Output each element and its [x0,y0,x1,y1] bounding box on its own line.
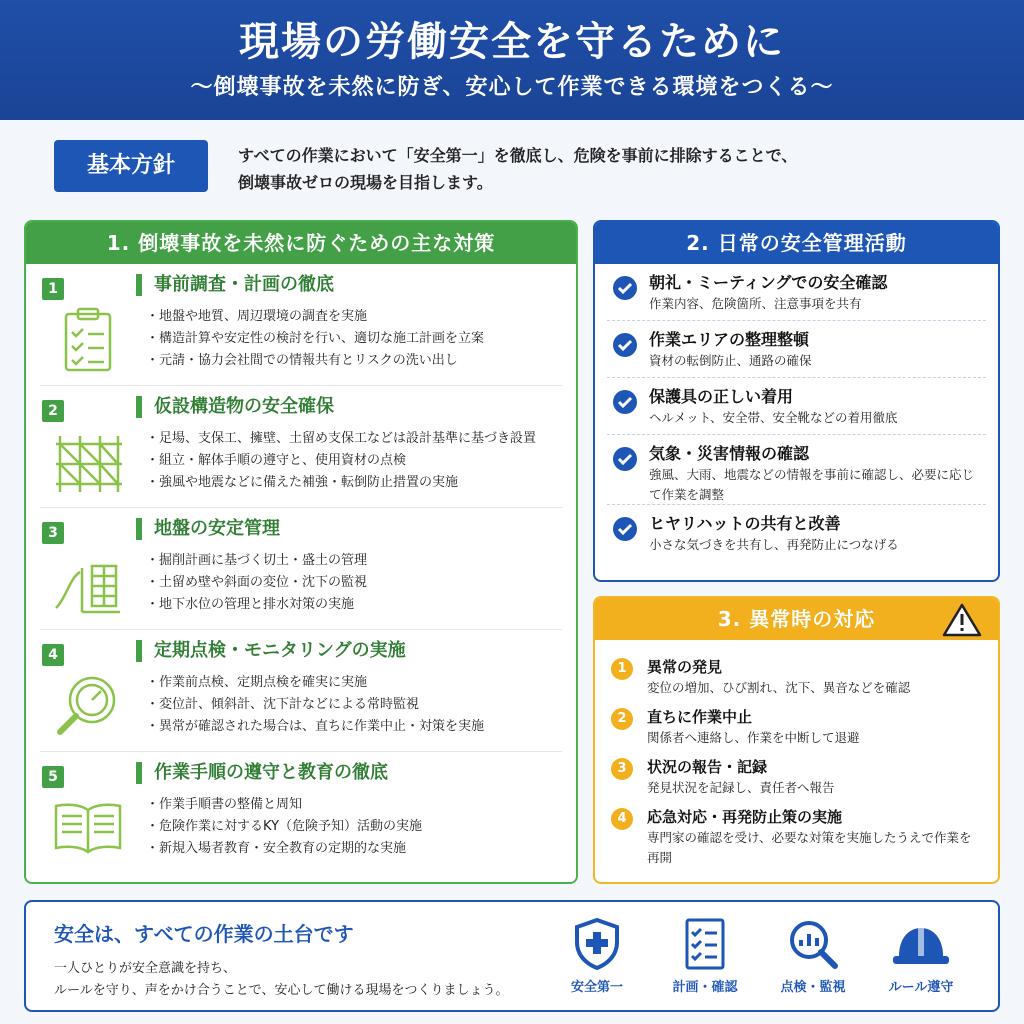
emergency-item [607,698,986,748]
daily-desc: 小さな気づきを共有し、再発防止につなげる [649,537,899,552]
measure-point: ・ 作業前点検、定期点検を確実に実施 [146,672,484,694]
measure-number: 4 [42,644,64,666]
emergency-desc: 専門家の確認を受け、必要な対策を実施したうえで作業を再開 [647,830,972,865]
check-icon [613,276,637,300]
measure-point: ・ 新規入場者教育・安全教育の定期的な実施 [146,838,422,860]
emergency-number: 4 [611,808,633,830]
emergency-item [607,648,986,698]
checklist-icon [677,916,733,972]
ground-slope-icon [52,548,124,620]
measure-points [146,428,536,494]
measure-number: 5 [42,766,64,788]
measure-point: ・ 組立・解体手順の遵守と、使用資材の点検 [146,450,536,472]
hard-hat-icon [889,916,953,972]
emergency-desc: 変位の増加、ひび割れ、沈下、異音などを確認 [647,680,911,695]
measure-point: ・ 強風や地震などに備えた補強・転倒防止措置の実施 [146,472,536,494]
footer-icon-label: 安全第一 [570,980,623,995]
measure-item [40,264,562,386]
check-icon [613,390,637,414]
clipboard-checklist-icon [52,304,124,376]
daily-item [607,435,986,505]
emergency-number: 1 [611,658,633,680]
measure-number: 3 [42,522,64,544]
emergency-panel [593,596,1000,884]
measure-item [40,386,562,508]
measure-title: 事前調査・計画の徹底 [136,274,334,296]
emergency-desc: 関係者へ連絡し、作業を中断して退避 [647,730,860,745]
page-title: 現場の労働安全を守るために [239,19,785,65]
warning-triangle-icon [942,602,982,638]
measure-item [40,630,562,752]
scaffolding-icon [52,426,124,498]
measure-point: ・ 異常が確認された場合は、直ちに作業中止・対策を実施 [146,716,484,738]
footer-banner [24,900,1000,1012]
daily-item [607,505,986,562]
measure-point: ・ 元請・協力会社間での情報共有とリスクの洗い出し [146,350,484,372]
measure-item [40,752,562,874]
measure-number: 1 [42,278,64,300]
check-icon [613,517,637,541]
measure-point: ・ 変位計、傾斜計、沈下計などによる常時監視 [146,694,484,716]
emergency-number: 3 [611,758,633,780]
measure-points [146,550,367,616]
daily-title: 気象・災害情報の確認 [649,444,810,463]
measure-title: 作業手順の遵守と教育の徹底 [136,762,388,784]
measures-panel [24,220,578,884]
emergency-number: 2 [611,708,633,730]
header-banner [0,0,1024,120]
measure-points [146,306,484,372]
measure-title: 地盤の安定管理 [136,518,280,540]
open-book-icon [52,792,124,864]
policy-tag: 基本方針 [54,140,208,192]
measure-point: ・ 土留め壁や斜面の変位・沈下の監視 [146,572,367,594]
policy-line-2: 倒壊事故ゼロの現場を目指します。 [238,173,493,192]
footer-line-1: 一人ひとりが安全意識を持ち、 [54,961,237,976]
policy-text [238,142,958,196]
measure-point: ・ 地下水位の管理と排水対策の実施 [146,594,367,616]
emergency-title: 応急対応・再発防止策の実施 [647,808,843,826]
emergency-item [607,798,986,868]
daily-panel [593,220,1000,582]
footer-icon-label: 計画・確認 [672,980,738,995]
footer-line-2: ルールを守り、声をかけ合うことで、安心して働ける現場をつくりましょう。 [54,983,509,998]
daily-item [607,378,986,435]
page-subtitle: 〜倒壊事故を未然に防ぎ、安心して作業できる環境をつくる〜 [190,75,834,100]
daily-item [607,264,986,321]
check-icon [613,333,637,357]
daily-title: ヒヤリハットの共有と改善 [649,514,841,533]
measure-point: ・ 危険作業に対するKY（危険予知）活動の実施 [146,816,422,838]
emergency-desc: 発見状況を記録し、責任者へ報告 [647,780,835,795]
daily-desc: ヘルメット、安全帯、安全靴などの着用徹底 [649,410,898,425]
emergency-item [607,748,986,798]
measure-point: ・ 足場、支保工、擁壁、土留め支保工などは設計基準に基づき設置 [146,428,536,450]
footer-title: 安全は、すべての作業の土台です [54,922,354,946]
footer-icon-label: 点検・監視 [780,980,846,995]
measure-points [146,672,484,738]
daily-heading: 2. 日常の安全管理活動 [595,222,998,264]
policy-line-1: すべての作業において「安全第一」を徹底し、危険を事前に排除することで、 [238,146,798,165]
daily-desc: 強風、大雨、地震などの情報を事前に確認し、必要に応じて作業を調整 [649,467,975,502]
emergency-title: 異常の発見 [647,658,723,676]
daily-desc: 作業内容、危険箇所、注意事項を共有 [649,296,862,311]
emergency-heading-bar [595,598,998,640]
daily-title: 作業エリアの整理整頓 [649,330,810,349]
check-icon [613,447,637,471]
daily-title: 朝礼・ミーティングでの安全確認 [649,273,888,292]
daily-item [607,321,986,378]
emergency-title: 状況の報告・記録 [647,758,768,776]
measure-title: 仮設構造物の安全確保 [136,396,334,418]
measure-number: 2 [42,400,64,422]
footer-icon-inspect-monitor [768,916,858,995]
footer-icon-label: ルール遵守 [888,980,954,995]
shield-cross-icon [569,916,625,972]
measure-points [146,794,422,860]
footer-text [54,958,554,1002]
footer-icon-safety-first [552,916,642,995]
measures-heading: 1. 倒壊事故を未然に防ぐための主な対策 [26,222,576,264]
measure-point: ・ 地盤や地質、周辺環境の調査を実施 [146,306,484,328]
daily-title: 保護具の正しい着用 [649,387,794,406]
measure-point: ・ 作業手順書の整備と周知 [146,794,422,816]
footer-icon-plan-check [660,916,750,995]
magnifier-gauge-icon [52,670,124,742]
chart-magnifier-icon [785,916,841,972]
daily-desc: 資材の転倒防止、通路の確保 [649,353,812,368]
measure-item [40,508,562,630]
emergency-heading: 3. 異常時の対応 [717,607,876,631]
measure-point: ・ 構造計算や安定性の検討を行い、適切な施工計画を立案 [146,328,484,350]
emergency-title: 直ちに作業中止 [647,708,753,726]
footer-icon-rule-compliance [876,916,966,995]
measure-point: ・ 掘削計画に基づく切土・盛土の管理 [146,550,367,572]
measure-title: 定期点検・モニタリングの実施 [136,640,406,662]
